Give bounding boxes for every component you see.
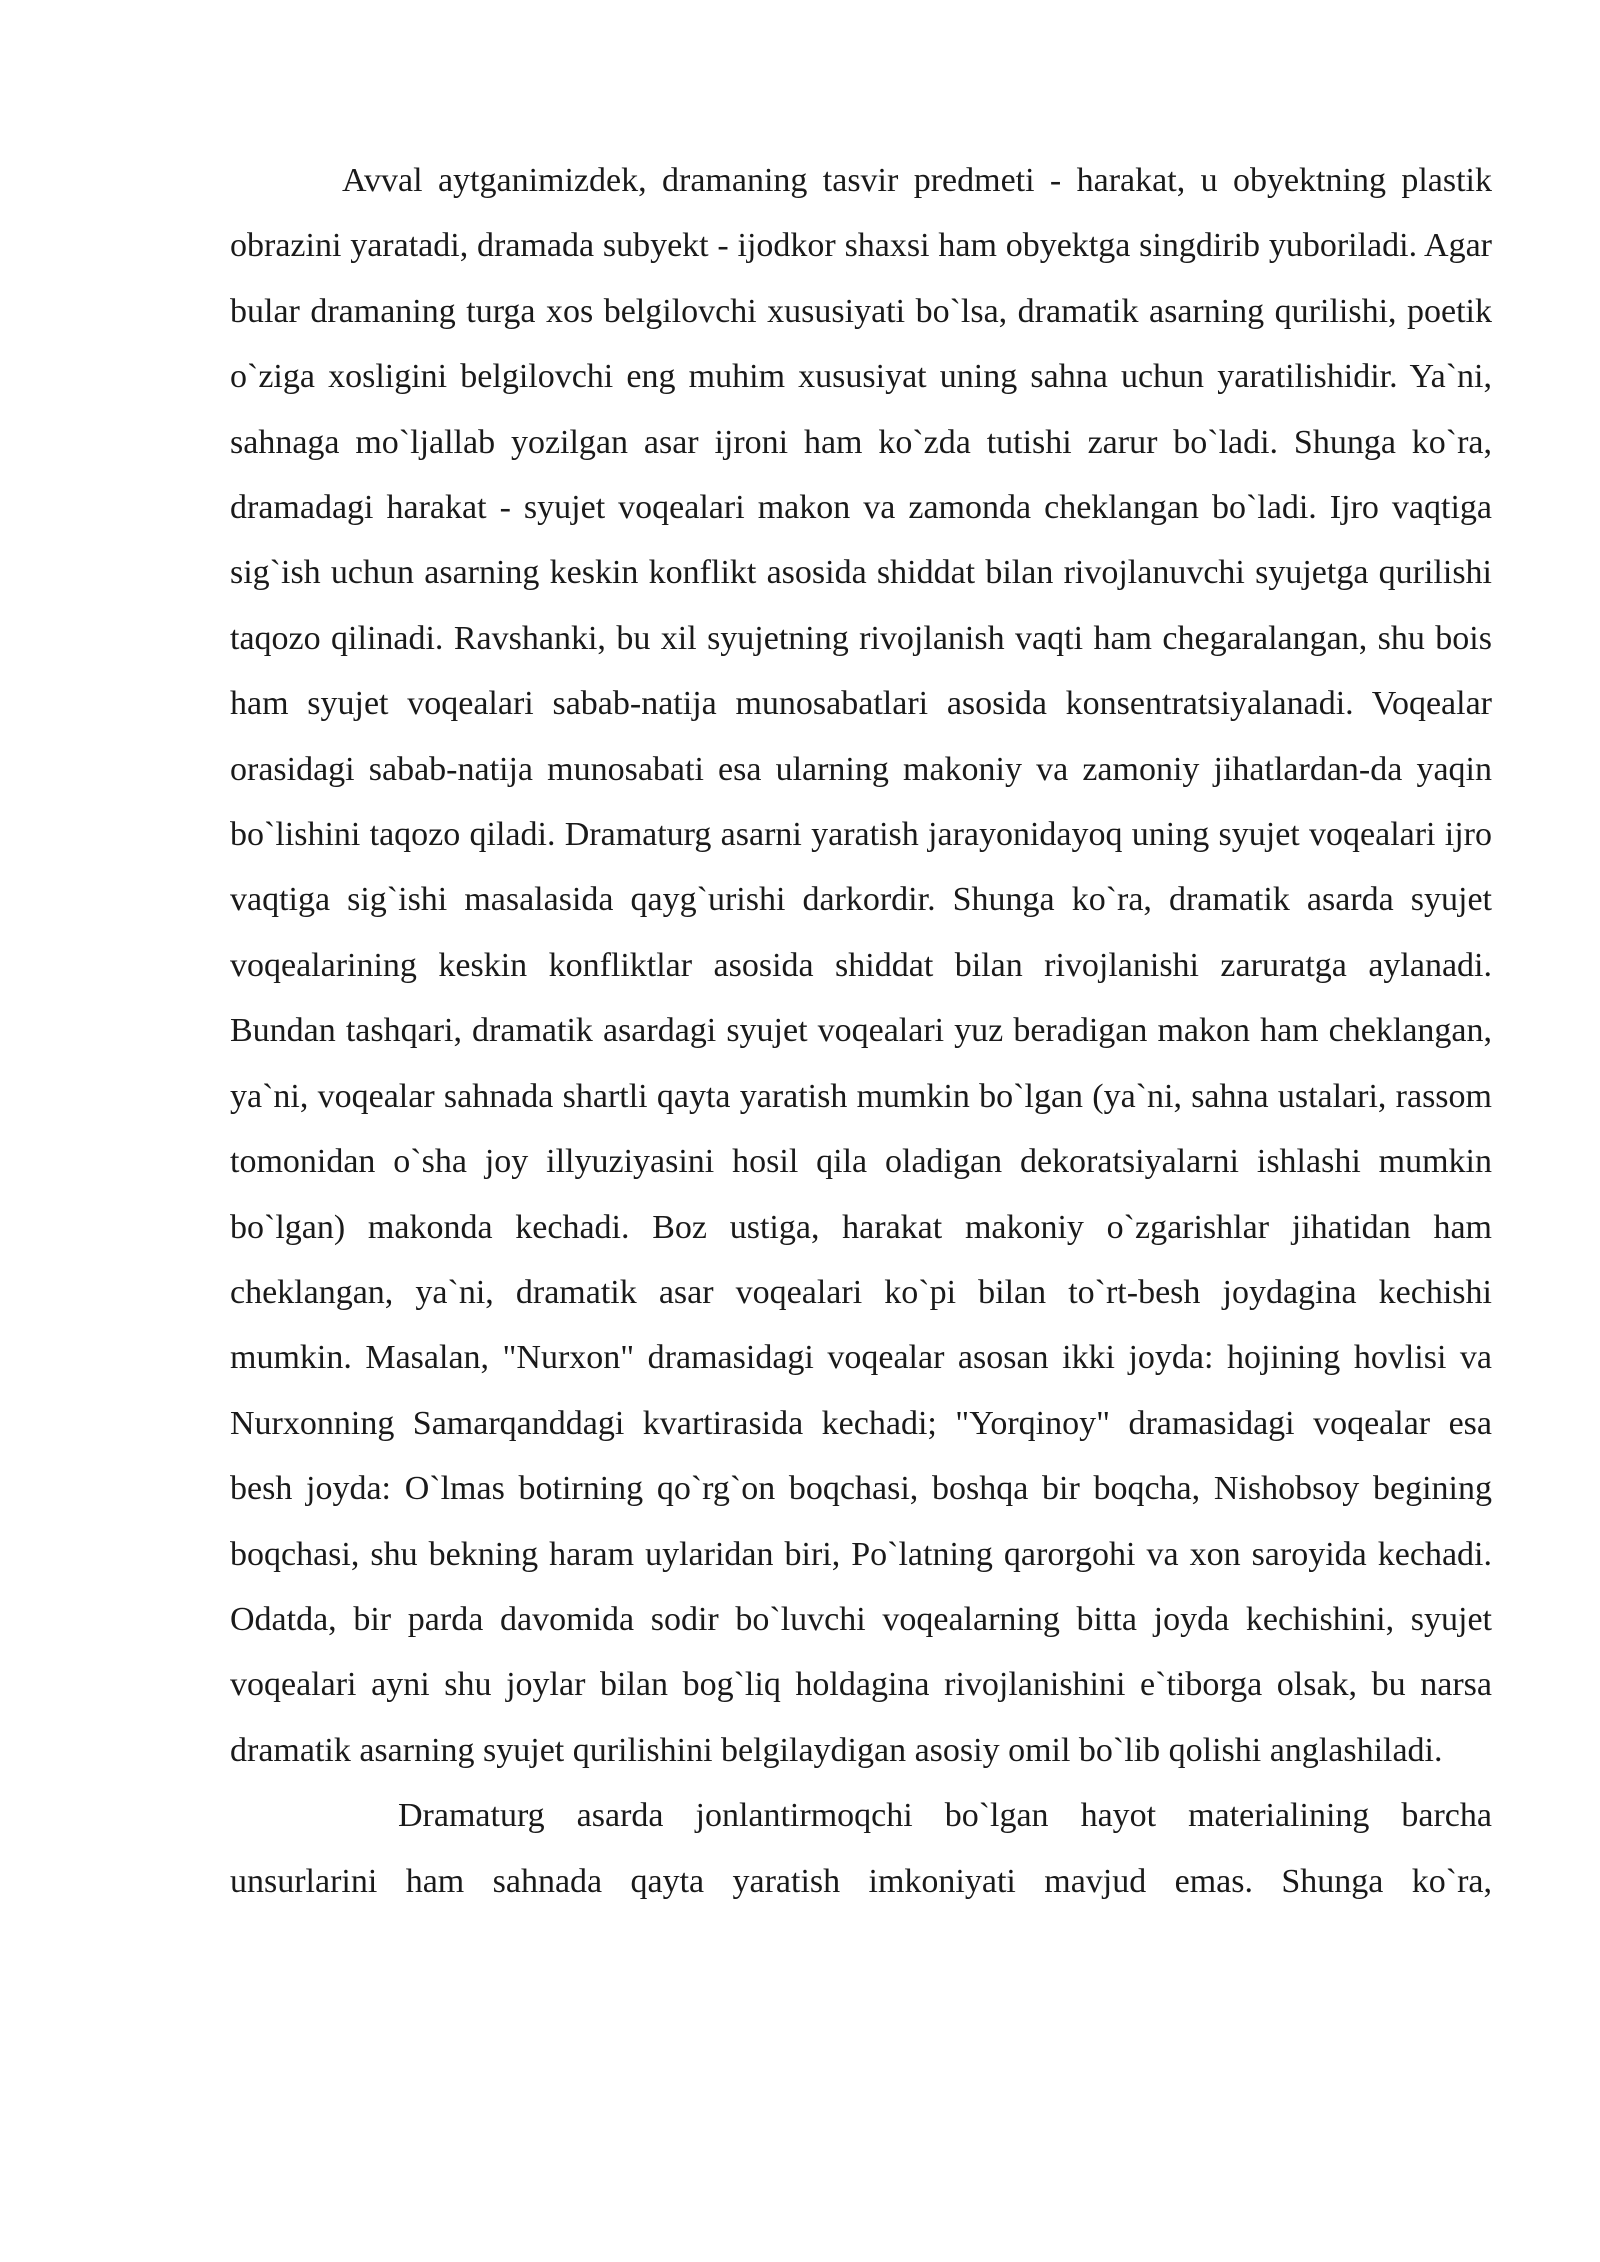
document-body bbox=[230, 148, 1492, 1914]
paragraph-1: Avval aytganimizdek, dramaning tasvir predmeti - harakat, u obyektning plastik obrazini yaratadi, dramada subyekt - ijodkor shaxsi ham obyektga singdirib yuboriladi. Agar bular dramaning turga xos belgilovchi xususiyati bo`lsa, dramatik asarning qurilishi, poetik o`ziga xosligini belgilovchi eng muhim xususiyat uning sahna uchun yaratilishidir. Ya`ni, sahnaga mo`ljallab yozilgan asar ijroni ham ko`zda tutishi zarur bo`ladi. Shunga ko`ra, dramadagi harakat - syujet voqealari makon va zamonda cheklangan bo`ladi. Ijro vaqtiga sig`ish uchun asarning keskin konflikt asosida shiddat bilan rivojlanuvchi syujetga qurilishi taqozo qilinadi. Ravshanki, bu xil syujetning rivojlanish vaqti ham chegaralangan, shu bois ham syujet voqealari sabab-natija munosabatlari asosida konsentratsiyalanadi. Voqealar orasidagi sabab-natija munosabati esa ularning makoniy va zamoniy jihatlardan-da yaqin bo`lishini taqozo qiladi. Dramaturg asarni yaratish jarayonidayoq uning syujet voqealari ijro vaqtiga sig`ishi masalasida qayg`urishi darkordir. Shunga ko`ra, dramatik asarda syujet voqealarining keskin konfliktlar asosida shiddat bilan rivojlanishi zaruratga aylanadi. Bundan tashqari, dramatik asardagi syujet voqealari yuz beradigan makon ham cheklangan, ya`ni, voqealar sahnada shartli qayta yaratish mumkin bo`lgan (ya`ni, sahna ustalari, rassom tomonidan o`sha joy illyuziyasini hosil qila oladigan dekoratsiyalarni ishlashi mumkin bo`lgan) makonda kechadi. Boz ustiga, harakat makoniy o`zgarishlar jihatidan ham cheklangan, ya`ni, dramatik asar voqealari ko`pi bilan to`rt-besh joydagina kechishi mumkin. Masalan, "Nurxon" dramasidagi voqealar asosan ikki joyda: hojining hovlisi va Nurxonning Samarqanddagi kvartirasida kechadi; "Yorqinoy" dramasidagi voqealar esa besh joyda: O`lmas botirning qo`rg`on boqchasi, boshqa bir boqcha, Nishobsoy begining boqchasi, shu bekning haram uylaridan biri, Po`latning qarorgohi va xon saroyida kechadi. Odatda, bir parda davomida sodir bo`luvchi voqealarning bitta joyda kechishini, syujet voqealari ayni shu joylar bilan bog`liq holdagina rivojlanishini e`tiborga olsak, bu narsa dramatik asarning syujet qurilishini belgilaydigan asosiy omil bo`lib qolishi anglashiladi. bbox=[230, 162, 1492, 1769]
paragraph-2: Dramaturg asarda jonlantirmoqchi bo`lgan hayot materialining barcha unsurlarini ham sahnada qayta yaratish imkoniyati mavjud emas. Shunga ko`ra, bbox=[230, 1797, 1492, 1900]
